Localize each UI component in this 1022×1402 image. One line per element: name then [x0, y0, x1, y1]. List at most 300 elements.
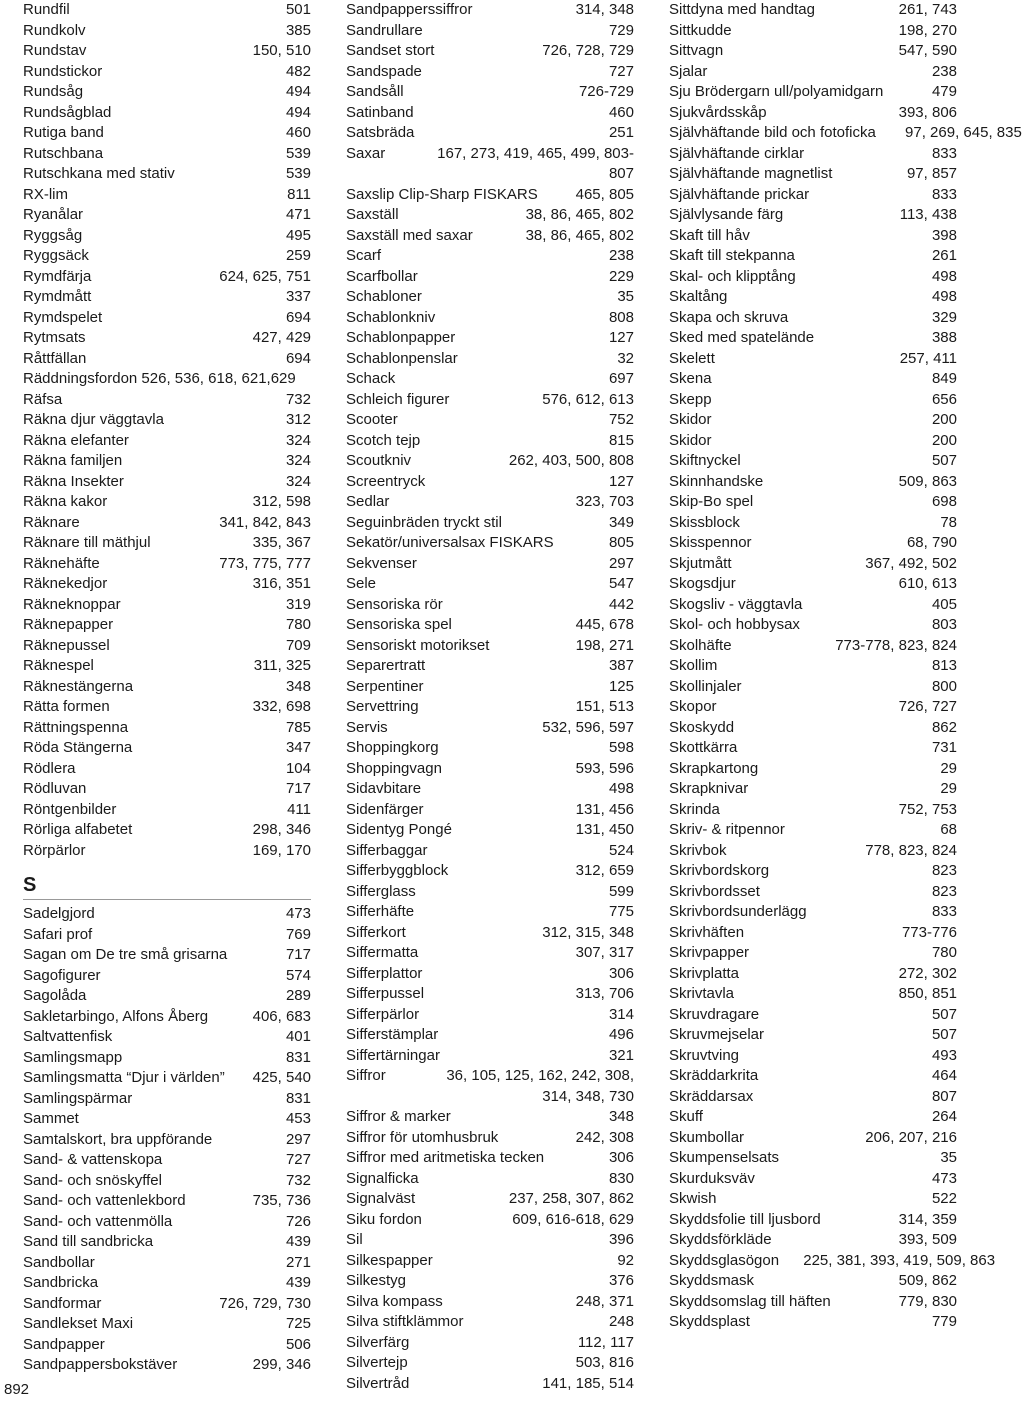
entry-pages: 780 [285, 616, 311, 633]
entry-pages: 261 [931, 247, 957, 264]
entry-pages: 112, 117 [577, 1333, 634, 1351]
index-entry [23, 697, 311, 718]
entry-term: Sandspade [346, 62, 422, 80]
index-entry [346, 410, 634, 431]
entry-pages: 547 [608, 575, 634, 592]
entry-pages: 773-778, 823, 824 [835, 636, 957, 654]
entry-pages: 200 [931, 431, 957, 449]
index-entry [23, 1355, 311, 1376]
index-entry [346, 144, 634, 185]
entry-pages: 726-729 [578, 83, 634, 100]
index-entry [23, 779, 311, 800]
entry-pages: 726, 729, 730 [219, 1294, 311, 1312]
index-column-3 [669, 0, 1022, 1333]
index-entry [23, 636, 311, 657]
entry-pages: 348 [285, 677, 311, 695]
index-entry [23, 287, 311, 308]
entry-term: Rätta formen [23, 698, 110, 715]
index-entry [23, 986, 311, 1007]
entry-pages: 656 [931, 390, 957, 408]
entry-pages: 494 [285, 103, 311, 121]
index-entry [346, 1025, 634, 1046]
index-entry [346, 1128, 634, 1149]
index-entry [23, 718, 311, 739]
entry-term: Skopor [669, 698, 717, 715]
entry-pages: 593, 596 [575, 759, 634, 777]
index-entry [23, 246, 311, 267]
index-entry [346, 595, 634, 616]
entry-pages: 200 [931, 411, 957, 428]
entry-pages: 532, 596, 597 [542, 718, 634, 736]
entry-term: Skrapkartong [669, 759, 759, 777]
entry-pages: 312 [285, 411, 311, 428]
index-entry [346, 21, 634, 42]
entry-pages: 498 [608, 780, 634, 797]
index-entry [669, 1087, 957, 1108]
index-column-1 [23, 0, 311, 1376]
entry-term: Räkna elefanter [23, 431, 129, 449]
entry-pages: 35 [940, 1149, 957, 1166]
entry-pages: 411 [287, 800, 311, 818]
entry-pages: 225, 381, 393, 419, 509, 863 [803, 1251, 996, 1269]
index-entry [669, 308, 957, 329]
index-entry [23, 472, 311, 493]
entry-term: Silva stiftklämmor [346, 1313, 464, 1330]
entry-term: Scoutkniv [346, 452, 412, 469]
index-entry [669, 246, 957, 267]
entry-term: Skyddsplast [669, 1313, 750, 1330]
entry-pages: 507 [931, 1026, 957, 1043]
entry-term: Seguinbräden tryckt stil [346, 513, 502, 531]
entry-pages: 306 [608, 964, 634, 982]
entry-pages: 807 [931, 1087, 957, 1105]
entry-pages: 131, 456 [575, 800, 634, 818]
entry-pages: 316, 351 [252, 575, 311, 592]
entry-term: Signalficka [346, 1169, 419, 1187]
entry-term: Sandpapperssiffror [346, 1, 473, 18]
index-entry [346, 1312, 634, 1333]
index-entry [346, 1107, 634, 1128]
index-entry [669, 185, 957, 206]
index-entry [669, 369, 957, 390]
entry-term: Skyddsglasögon [669, 1251, 780, 1269]
entry-term: Sandsåll [346, 83, 404, 100]
index-entry [669, 574, 957, 595]
entry-pages: 717 [285, 946, 311, 963]
index-entry [23, 1089, 311, 1110]
entry-term: Sensoriska rör [346, 595, 443, 613]
index-entry [669, 226, 957, 247]
entry-term: Silverfärg [346, 1333, 410, 1351]
index-list-r [23, 0, 311, 861]
entry-pages: 833 [931, 903, 957, 920]
index-entry [23, 267, 311, 288]
entry-term: Skrivbordsset [669, 882, 760, 900]
entry-term: Sked med spatelände [669, 329, 815, 346]
entry-pages: 779 [931, 1313, 957, 1330]
index-entry [23, 945, 311, 966]
entry-term: Rörliga alfabetet [23, 821, 133, 838]
index-entry [23, 1335, 311, 1356]
index-entry [669, 431, 957, 452]
index-entry [23, 308, 311, 329]
entry-pages: 311, 325 [253, 657, 311, 674]
entry-term: Sandbricka [23, 1274, 99, 1291]
entry-pages: 574 [285, 966, 311, 984]
entry-term: Sensoriska spel [346, 616, 452, 633]
entry-pages: 35 [617, 288, 634, 305]
entry-pages: 229 [608, 267, 634, 285]
entry-pages: 347 [285, 739, 311, 756]
entry-pages: 367, 492, 502 [865, 554, 957, 572]
index-entry [669, 267, 957, 288]
entry-term: Scotch tejp [346, 431, 421, 449]
entry-pages: 238 [608, 247, 634, 264]
entry-term: Sil [346, 1231, 363, 1248]
entry-term: Silvertejp [346, 1354, 408, 1371]
index-entry [346, 62, 634, 83]
entry-term: Sekatör/universalsax FISKARS [346, 534, 554, 551]
index-entry [23, 1130, 311, 1151]
entry-pages: 823 [931, 882, 957, 900]
index-entry [346, 882, 634, 903]
entry-pages: 808 [608, 308, 634, 326]
index-entry [346, 513, 634, 534]
entry-term: Sju Brödergarn ull/polyamidgarn [669, 83, 884, 100]
entry-term: Skollinjaler [669, 677, 742, 695]
entry-term: Skollim [669, 657, 718, 674]
entry-term: Skisspennor [669, 534, 752, 551]
entry-pages: 453 [285, 1110, 311, 1127]
entry-pages: 445, 678 [575, 616, 634, 633]
index-entry [669, 656, 957, 677]
index-entry [669, 923, 957, 944]
entry-pages: 396 [608, 1231, 634, 1248]
index-entry [23, 800, 311, 821]
entry-pages: 726, 727 [898, 698, 957, 715]
entry-term: Skyddsomslag till häften [669, 1292, 831, 1310]
index-entry [346, 554, 634, 575]
entry-pages: 104 [285, 759, 311, 777]
entry-pages: 36, 105, 125, 162, 242, 308, 314, 348, 730 [446, 1067, 634, 1105]
entry-term: Satinband [346, 103, 414, 121]
entry-pages: 131, 450 [575, 821, 634, 838]
index-entry [23, 1048, 311, 1069]
index-entry [669, 1128, 957, 1149]
index-entry [346, 226, 634, 247]
entry-pages: 800 [931, 677, 957, 695]
entry-term: Räkna familjen [23, 452, 123, 469]
entry-term: Skinnhandske [669, 472, 764, 490]
index-entry [669, 861, 957, 882]
entry-pages: 576, 612, 613 [542, 390, 634, 408]
entry-pages: 150, 510 [252, 42, 311, 59]
entry-pages: 324 [285, 472, 311, 490]
entry-term: Sagan om De tre små grisarna [23, 946, 228, 963]
entry-pages: 97, 269, 645, 835 [905, 124, 1022, 141]
index-entry [346, 185, 634, 206]
index-entry [669, 492, 957, 513]
entry-term: Shoppingkorg [346, 739, 439, 756]
index-entry [23, 1150, 311, 1171]
entry-term: Röda Stängerna [23, 739, 133, 756]
index-entry [669, 82, 957, 103]
entry-pages: 307, 317 [575, 944, 634, 961]
entry-pages: 735, 736 [252, 1192, 311, 1209]
entry-term: Saxar [346, 144, 386, 162]
index-entry [346, 349, 634, 370]
index-entry [669, 21, 957, 42]
entry-term: Sidavbitare [346, 780, 422, 797]
index-entry [23, 1109, 311, 1130]
entry-term: Skal- och klipptång [669, 267, 796, 285]
entry-pages: 297 [285, 1130, 311, 1148]
entry-pages: 831 [285, 1048, 311, 1066]
entry-term: Samlingsmatta “Djur i världen” [23, 1069, 225, 1086]
entry-pages: 387 [608, 657, 634, 674]
entry-pages: 125 [608, 677, 634, 695]
index-entry [346, 820, 634, 841]
entry-term: Räkna Insekter [23, 472, 124, 490]
entry-term: Räknekedjor [23, 575, 108, 592]
entry-term: Siffermatta [346, 944, 419, 961]
index-entry [23, 451, 311, 472]
index-entry [23, 513, 311, 534]
entry-term: Schleich figurer [346, 390, 450, 408]
entry-term: Skrivbordskorg [669, 862, 770, 879]
entry-pages: 773-776 [901, 923, 957, 941]
entry-pages: 752 [608, 411, 634, 428]
entry-term: Rundstickor [23, 62, 103, 80]
index-entry [669, 410, 957, 431]
index-list-s [23, 904, 311, 1376]
entry-pages: 495 [285, 226, 311, 244]
entry-term: Skaltång [669, 288, 728, 305]
entry-term: Sittvagn [669, 42, 724, 59]
index-entry [346, 964, 634, 985]
entry-term: Sekvenser [346, 554, 417, 572]
entry-pages: 388 [931, 329, 957, 346]
entry-pages: 151, 513 [575, 698, 634, 715]
entry-term: Ryggsåg [23, 226, 83, 244]
entry-pages: 833 [931, 144, 957, 162]
index-entry [23, 820, 311, 841]
index-entry [346, 902, 634, 923]
entry-term: Sele [346, 575, 377, 592]
entry-pages: 68, 790 [906, 534, 957, 551]
entry-pages: 709 [285, 636, 311, 654]
entry-pages: 385 [285, 21, 311, 39]
index-entry [346, 697, 634, 718]
entry-pages: 729 [608, 21, 634, 39]
entry-term: Sand- och snöskyffel [23, 1171, 162, 1189]
index-entry [346, 123, 634, 144]
entry-pages: 299, 346 [252, 1356, 311, 1373]
entry-pages: 506 [285, 1335, 311, 1353]
entry-term: Sadelgjord [23, 905, 95, 922]
index-entry [669, 984, 957, 1005]
entry-term: Sandpappersbokstäver [23, 1356, 178, 1373]
index-entry [23, 656, 311, 677]
index-entry [23, 164, 311, 185]
index-entry [669, 882, 957, 903]
index-entry [669, 738, 957, 759]
index-entry [346, 1189, 634, 1210]
entry-pages: 439 [285, 1233, 311, 1250]
index-entry [669, 1210, 957, 1231]
entry-term: Skiftnyckel [669, 452, 741, 469]
entry-term: Siffertärningar [346, 1046, 440, 1064]
entry-pages: 482 [285, 62, 311, 80]
entry-term: Siku fordon [346, 1210, 422, 1228]
entry-pages: 524 [608, 841, 634, 859]
index-entry [23, 185, 311, 206]
entry-term: Sifferbaggar [346, 841, 428, 859]
entry-pages: 727 [285, 1151, 311, 1168]
index-entry [346, 246, 634, 267]
entry-term: Sand- & vattenskopa [23, 1151, 163, 1168]
index-entry [669, 677, 957, 698]
entry-pages: 805 [608, 534, 634, 551]
entry-term: Skruvmejselar [669, 1026, 765, 1043]
entry-pages: 297 [608, 554, 634, 572]
entry-term: Skuff [669, 1108, 703, 1125]
entry-pages: 547, 590 [898, 42, 957, 59]
index-entry [23, 554, 311, 575]
index-entry [669, 759, 957, 780]
entry-term: Sensoriskt motorikset [346, 636, 490, 654]
entry-term: Siffror & marker [346, 1108, 451, 1125]
entry-term: Serpentiner [346, 677, 424, 695]
entry-pages: 332, 698 [252, 698, 311, 715]
entry-pages: 507 [931, 452, 957, 469]
index-column-2 [346, 0, 634, 1394]
index-entry [346, 1271, 634, 1292]
entry-term: Skogsliv - väggtavla [669, 595, 803, 613]
entry-term: Skidor [669, 431, 712, 449]
index-entry [346, 328, 634, 349]
entry-pages: 167, 273, 419, 465, 499, 803-807 [437, 144, 634, 182]
entry-pages: 405 [931, 595, 957, 613]
index-entry [669, 1169, 957, 1190]
entry-term: Sammet [23, 1110, 79, 1127]
index-entry [669, 287, 957, 308]
index-entry [23, 492, 311, 513]
index-entry [23, 533, 311, 554]
entry-pages: 539 [285, 144, 311, 162]
index-entry [346, 574, 634, 595]
entry-term: Självhäftande bild och fotoficka [669, 124, 876, 141]
entry-term: Rundstav [23, 42, 87, 59]
index-entry [669, 636, 957, 657]
entry-term: Sedlar [346, 493, 390, 510]
index-entry [23, 349, 311, 370]
entry-term: Saltvattenfisk [23, 1028, 113, 1045]
entry-pages: 376 [608, 1272, 634, 1289]
entry-pages: 29 [940, 759, 957, 777]
entry-pages: 694 [285, 349, 311, 367]
entry-pages: 727 [608, 62, 634, 80]
entry-pages: 726, 728, 729 [542, 42, 634, 59]
entry-pages: 427, 429 [252, 329, 311, 346]
entry-term: Sakletarbingo, Alfons Åberg [23, 1007, 209, 1025]
entry-term: Skrivtavla [669, 985, 735, 1002]
index-entry [669, 1025, 957, 1046]
entry-pages: 206, 207, 216 [865, 1128, 957, 1146]
entry-term: Skumpenselsats [669, 1149, 780, 1166]
entry-term: Rundfil [23, 1, 70, 18]
index-entry [23, 841, 311, 862]
entry-pages: 324 [285, 431, 311, 449]
entry-term: Skräddarsax [669, 1087, 754, 1105]
entry-term: Rytmsats [23, 329, 86, 346]
index-entry [669, 779, 957, 800]
entry-term: Sandrullare [346, 21, 423, 39]
entry-pages: 312, 315, 348 [542, 923, 634, 941]
index-entry [669, 820, 957, 841]
index-entry [23, 677, 311, 698]
index-entry [23, 1191, 311, 1212]
entry-term: Självhäftande magnetlist [669, 165, 833, 182]
index-entry [23, 1273, 311, 1294]
index-entry [346, 718, 634, 739]
entry-term: Safari prof [23, 925, 93, 943]
index-entry [669, 1005, 957, 1026]
index-entry [669, 943, 957, 964]
entry-term: Skottkärra [669, 739, 738, 756]
entry-pages: 509, 862 [898, 1272, 957, 1289]
entry-term: Ryanålar [23, 206, 84, 223]
entry-term: Räknepussel [23, 636, 110, 654]
entry-pages: 261, 743 [898, 1, 957, 18]
index-entry [23, 1294, 311, 1315]
entry-term: Rundkolv [23, 21, 86, 39]
index-entry [669, 472, 957, 493]
index-entry [669, 1271, 957, 1292]
index-entry [346, 1374, 634, 1395]
entry-pages: 862 [931, 718, 957, 736]
index-entry [346, 636, 634, 657]
entry-term: Rödlera [23, 759, 76, 777]
entry-term: Schablonpenslar [346, 349, 458, 367]
entry-pages: 262, 403, 500, 808 [508, 452, 634, 469]
entry-pages: 539 [285, 165, 311, 182]
entry-term: Sandpapper [23, 1335, 105, 1353]
index-entry [346, 1333, 634, 1354]
entry-term: Silva kompass [346, 1292, 443, 1310]
entry-pages: 464 [931, 1067, 957, 1084]
index-entry [346, 82, 634, 103]
entry-pages: 238 [931, 62, 957, 80]
entry-term: Skriv- & ritpennor [669, 821, 785, 838]
entry-pages: 496 [608, 1026, 634, 1043]
index-entry [23, 21, 311, 42]
entry-term: Sand- och vattenmölla [23, 1212, 173, 1230]
index-entry [23, 1253, 311, 1274]
index-entry [669, 62, 957, 83]
index-entry [669, 1230, 957, 1251]
entry-pages: 401 [285, 1028, 311, 1045]
index-entry [669, 390, 957, 411]
index-entry [23, 1027, 311, 1048]
entry-term: Sagofigurer [23, 966, 101, 984]
entry-term: Skidor [669, 411, 712, 428]
index-entry [346, 205, 634, 226]
entry-pages: 78 [940, 513, 957, 531]
entry-pages: 610, 613 [898, 575, 957, 592]
entry-term: Räfsa [23, 390, 63, 408]
entry-term: Skaft till håv [669, 226, 750, 244]
